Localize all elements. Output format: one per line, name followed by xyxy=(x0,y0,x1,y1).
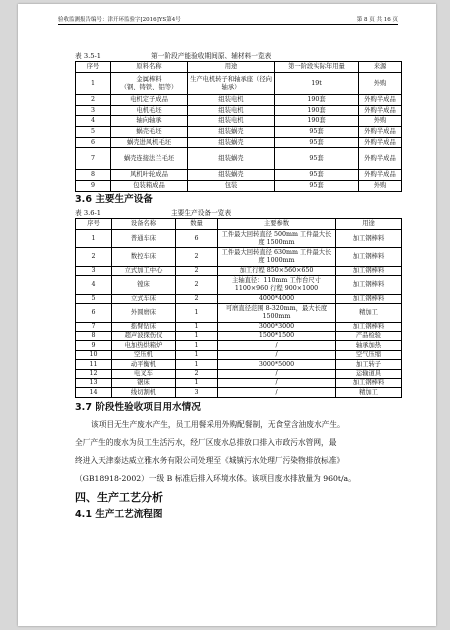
table-cell: 蜗壳毛坯 xyxy=(111,127,188,138)
table-cell: 2 xyxy=(176,266,218,275)
table-cell: 加工钢棒料 xyxy=(336,378,402,387)
table-cell: 加工钢棒料 xyxy=(336,294,402,303)
column-header: 序号 xyxy=(76,218,112,229)
table-cell: 95套 xyxy=(275,181,359,192)
table-cell: 外购半成品 xyxy=(359,127,402,138)
table-cell: 7 xyxy=(76,322,112,331)
table-cell: 2 xyxy=(176,369,218,378)
table-cell: 95套 xyxy=(275,127,359,138)
table-cell: 电加热烘箱炉 xyxy=(112,341,176,350)
table-cell: 包装箱成品 xyxy=(111,181,188,192)
table-row xyxy=(76,95,402,106)
paragraph-line: 全厂产生的废水为员工生活污水，经厂区废水总排放口排入市政污水管网，最 xyxy=(75,437,337,447)
table-cell: 可磨直径范围 8-320mm，最大长度 1500mm xyxy=(218,304,336,323)
table-cell: 8 xyxy=(76,170,111,181)
table-cell: / xyxy=(218,388,336,397)
table-cell: 3 xyxy=(76,266,112,275)
table2-caption xyxy=(75,208,401,218)
table-row xyxy=(76,229,402,248)
table-cell: 外购半成品 xyxy=(359,137,402,148)
table-cell: 电机定子成品 xyxy=(111,95,188,106)
table-cell: 立式加工中心 xyxy=(112,266,176,275)
table-header-row xyxy=(76,218,402,229)
table-row xyxy=(76,350,402,359)
table1-number: 表 3.5-1 xyxy=(75,52,101,60)
table-cell: 普通车床 xyxy=(112,229,176,248)
table-cell: 1 xyxy=(176,331,218,340)
table-cell: 工件最大回转直径 630mm 工件最大长度 1000mm xyxy=(218,248,336,267)
table-cell: 加工钢棒料 xyxy=(336,276,402,295)
table-row xyxy=(76,170,402,181)
table1-title: 第一阶段产能验收期间原、辅材料一览表 xyxy=(151,52,272,60)
table-row xyxy=(76,148,402,170)
table-cell: 组装电机 xyxy=(188,116,275,127)
table-cell: 外购半成品 xyxy=(359,105,402,116)
table-cell: 1 xyxy=(176,378,218,387)
table-cell: 190套 xyxy=(275,95,359,106)
table-cell: 1 xyxy=(176,350,218,359)
table-row xyxy=(76,388,402,397)
table-cell: 组装蜗壳 xyxy=(188,170,275,181)
table-cell: 组装电机 xyxy=(188,95,275,106)
table-cell: 1 xyxy=(176,341,218,350)
table-cell: 轴承加热 xyxy=(336,341,402,350)
table-cell: 1 xyxy=(76,73,111,95)
table-cell: 加工钢棒料 xyxy=(336,229,402,248)
table-cell: 运输道具 xyxy=(336,369,402,378)
table-row xyxy=(76,266,402,275)
table-cell: 电叉车 xyxy=(112,369,176,378)
table-row xyxy=(76,369,402,378)
table-cell: 3 xyxy=(176,388,218,397)
table-cell: / xyxy=(218,369,336,378)
table-row xyxy=(76,322,402,331)
table-cell: 1500*1500 xyxy=(218,331,336,340)
table-row xyxy=(76,73,402,95)
table-cell: 数控车床 xyxy=(112,248,176,267)
table-cell: 95套 xyxy=(275,148,359,170)
table-row xyxy=(76,116,402,127)
table-cell: 风机叶轮成品 xyxy=(111,170,188,181)
table-cell: 外购半成品 xyxy=(359,95,402,106)
table-cell: 锯床 xyxy=(112,378,176,387)
table-cell: 1 xyxy=(76,229,112,248)
table-cell: 9 xyxy=(76,181,111,192)
column-header: 第一阶段实际年用量 xyxy=(275,62,359,73)
table-cell: 2 xyxy=(176,248,218,267)
paragraph-line: 终进入天津泰达威立雅水务有限公司处理至《城镇污水处理厂污染物排放标准》 xyxy=(75,455,345,465)
table-cell: 立式车床 xyxy=(112,294,176,303)
table-cell: 线切割机 xyxy=(112,388,176,397)
table-cell: 190套 xyxy=(275,116,359,127)
table-row xyxy=(76,378,402,387)
table-cell: 9 xyxy=(76,341,112,350)
table1-caption xyxy=(75,51,401,61)
table-cell: 6 xyxy=(76,137,111,148)
table-cell: 4 xyxy=(76,276,112,295)
table-cell: 4 xyxy=(76,116,111,127)
table-cell: 精加工 xyxy=(336,388,402,397)
table-cell: 6 xyxy=(176,229,218,248)
table-cell: 产品检验 xyxy=(336,331,402,340)
table-cell: / xyxy=(218,378,336,387)
section-heading-4-1: 4.1 生产工艺流程图 xyxy=(75,509,163,521)
section-heading-3-7: 3.7 阶段性验收项目用水情况 xyxy=(75,401,201,413)
table-cell: 3 xyxy=(76,105,111,116)
table-cell: / xyxy=(218,350,336,359)
table2-title: 主要生产设备一览表 xyxy=(171,208,232,217)
table-cell: 4000*4000 xyxy=(218,294,336,303)
table-cell: 95套 xyxy=(275,137,359,148)
table-row xyxy=(76,127,402,138)
table-cell: 2 xyxy=(76,95,111,106)
chapter-heading-4: 四、生产工艺分析 xyxy=(75,491,163,505)
table-row xyxy=(76,360,402,369)
water-usage-paragraph xyxy=(75,416,401,488)
table-cell: 13 xyxy=(76,378,112,387)
table-cell: 外购 xyxy=(359,116,402,127)
raw-materials-table xyxy=(75,61,402,192)
table2-number: 表 3.6-1 xyxy=(75,208,101,217)
page-content xyxy=(75,51,401,523)
table-row xyxy=(76,294,402,303)
column-header: 主要参数 xyxy=(218,218,336,229)
table-row xyxy=(76,331,402,340)
table-cell: 蜗壳连接法兰毛坯 xyxy=(111,148,188,170)
report-number: 验收监测报告编号：津开环监验字[2016]YS第4号 xyxy=(58,17,181,23)
paragraph-line: 该项目无生产废水产生，员工用餐采用外购配餐制，无食堂含油废水产生。 xyxy=(91,419,345,429)
table-cell: 精加工 xyxy=(336,304,402,323)
table-cell: 组装蜗壳 xyxy=(188,127,275,138)
table-row xyxy=(76,105,402,116)
column-header: 用途 xyxy=(336,218,402,229)
table-cell: 2 xyxy=(76,248,112,267)
table-cell: 6 xyxy=(76,304,112,323)
table-cell: 外购 xyxy=(359,73,402,95)
section-heading-3-6: 3.6 主要生产设备 xyxy=(75,193,153,205)
table-cell: 10 xyxy=(76,350,112,359)
table-cell: 摇臂钻床 xyxy=(112,322,176,331)
table-cell: 加工钢棒料 xyxy=(336,322,402,331)
table-cell: 2 xyxy=(176,294,218,303)
column-header: 数量 xyxy=(176,218,218,229)
column-header: 设备名称 xyxy=(112,218,176,229)
table-cell: 外圆磨床 xyxy=(112,304,176,323)
running-header xyxy=(58,15,398,25)
table-row xyxy=(76,276,402,295)
table-cell: 主轴直径：110mm 工作台尺寸 1100×960 行程 900×1000 xyxy=(218,276,336,295)
table-cell: 生产电机转子和轴承座（径向轴承） xyxy=(188,73,275,95)
column-header: 用途 xyxy=(188,62,275,73)
table-cell: 1 xyxy=(176,304,218,323)
table-cell: 95套 xyxy=(275,170,359,181)
table-cell: 12 xyxy=(76,369,112,378)
table-cell: 组装蜗壳 xyxy=(188,137,275,148)
table-header-row xyxy=(76,62,402,73)
page-indicator: 第 8 页 共 16 页 xyxy=(356,17,398,23)
table-cell: 组装蜗壳 xyxy=(188,148,275,170)
table-cell: 2 xyxy=(176,276,218,295)
table-cell: 镗床 xyxy=(112,276,176,295)
document-page xyxy=(18,4,436,626)
table-cell: 外购半成品 xyxy=(359,170,402,181)
table-cell: 动平衡机 xyxy=(112,360,176,369)
table-cell: 3000*5000 xyxy=(218,360,336,369)
table-row xyxy=(76,341,402,350)
table-cell: 加工转子 xyxy=(336,360,402,369)
table-cell: 19t xyxy=(275,73,359,95)
table-row xyxy=(76,181,402,192)
table-cell: 11 xyxy=(76,360,112,369)
table-row xyxy=(76,248,402,267)
equipment-table xyxy=(75,218,402,398)
table-cell: 电机毛坯 xyxy=(111,105,188,116)
table-cell: 外购半成品 xyxy=(359,148,402,170)
table-cell: 金属棒料 （钢、铸铁、铝等） xyxy=(111,73,188,95)
table-cell: / xyxy=(218,341,336,350)
paragraph-line: （GB18918-2002）一级 B 标准后排入环境水体。该项目废水排放量为 960t/a。 xyxy=(75,474,356,483)
table-cell: 1 xyxy=(176,360,218,369)
table-cell: 超声波探伤仪 xyxy=(112,331,176,340)
table-row xyxy=(76,304,402,323)
table-cell: 加工行程 850×560×650 xyxy=(218,266,336,275)
table-cell: 加工钢棒料 xyxy=(336,266,402,275)
table-cell: 外购 xyxy=(359,181,402,192)
table-cell: 包装 xyxy=(188,181,275,192)
table-cell: 1 xyxy=(176,322,218,331)
table-cell: 5 xyxy=(76,294,112,303)
table-cell: 3000*3000 xyxy=(218,322,336,331)
table-cell: 组装电机 xyxy=(188,105,275,116)
table-row xyxy=(76,137,402,148)
table-cell: 14 xyxy=(76,388,112,397)
table-cell: 空气压缩 xyxy=(336,350,402,359)
table-cell: 7 xyxy=(76,148,111,170)
table-cell: 蜗壳进风机毛坯 xyxy=(111,137,188,148)
table-cell: 空压机 xyxy=(112,350,176,359)
table-cell: 5 xyxy=(76,127,111,138)
table-cell: 轴向轴承 xyxy=(111,116,188,127)
column-header: 序号 xyxy=(76,62,111,73)
table-cell: 190套 xyxy=(275,105,359,116)
table-cell: 工件最大回转直径 500mm 工件最大长度 1500mm xyxy=(218,229,336,248)
table-cell: 加工钢棒料 xyxy=(336,248,402,267)
column-header: 来源 xyxy=(359,62,402,73)
table-cell: 8 xyxy=(76,331,112,340)
column-header: 原料名称 xyxy=(111,62,188,73)
